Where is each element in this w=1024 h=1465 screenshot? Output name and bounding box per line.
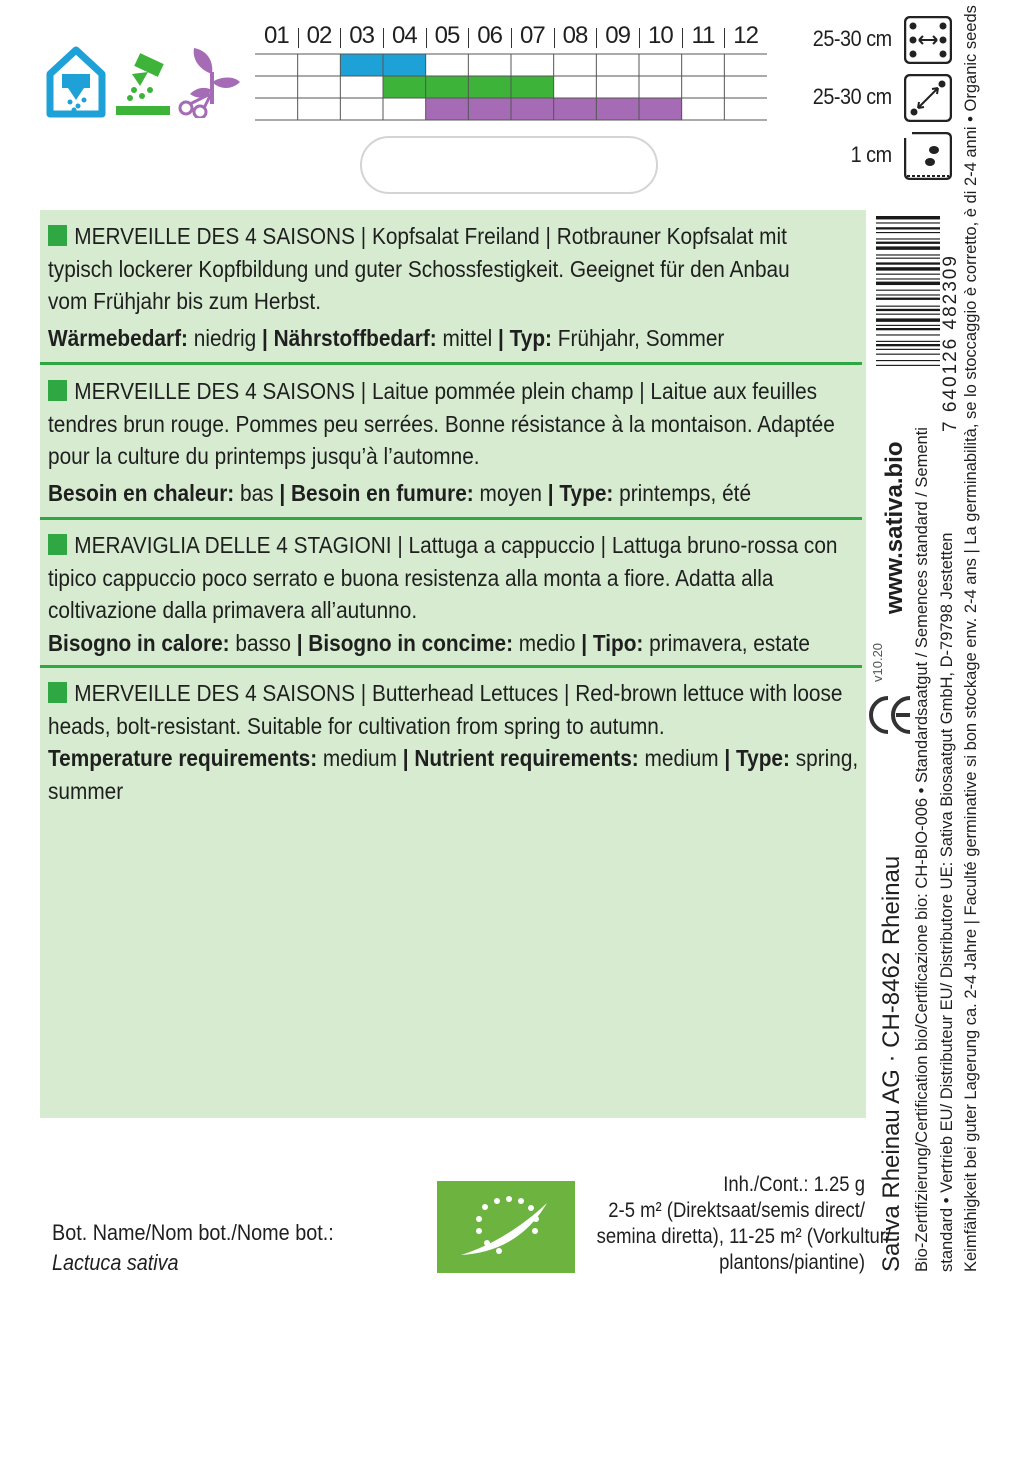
calendar-bar-harvest [596,98,639,120]
calendar-bar-harvest [511,98,554,120]
field-sowing-icon [114,52,172,116]
month-separator [468,28,469,48]
green-square-icon [48,682,67,703]
month-separator [682,28,683,48]
plant-distance-icon [904,74,952,122]
barcode-bar [876,278,940,279]
section-de-props: Wärmebedarf: niedrig | Nährstoffbedarf: mittel | Typ: Frühjahr, Sommer [48,324,725,351]
barcode-bar [876,238,940,239]
month-separator [639,28,640,48]
barcode-bar [876,314,940,315]
barcode-bar [876,328,940,330]
barcode-bar [876,242,940,244]
barcode-bar [876,325,940,326]
barcode-bar [876,344,940,346]
house-seed-icon [46,44,106,118]
calendar-bar-harvest [468,98,511,120]
barcode-bar [876,294,940,295]
barcode-bar [876,222,940,223]
barcode-number: 7 640126 482309 [940,254,961,432]
green-square-icon [48,225,67,246]
contents-line: 2-5 m² (Direktsaat/semis direct/ [608,1199,865,1222]
month-separator [554,28,555,48]
month-separator [383,28,384,48]
botanical-label: Bot. Name/Nom bot./Nome bot.: [52,1220,334,1245]
month-separator [511,28,512,48]
row-distance [800,16,960,66]
section-it [48,529,868,659]
barcode-bar [876,349,940,350]
barcode-bar [876,246,940,249]
barcode-bar [876,254,940,255]
month-label: 01 [263,22,289,49]
section-it-props: Bisogno in calore: basso | Bisogno in concime: medio | Tipo: primavera, estate [48,629,810,656]
contents-line: semina diretta), 11-25 m² (Vorkultur/ [596,1225,892,1248]
row-distance-label: 25-30 cm [813,26,892,51]
month-separator [340,28,341,48]
section-divider [40,517,862,520]
hang-hole [360,136,658,194]
calendar-bar-indoor-sowing [340,54,383,76]
barcode-bar [876,318,940,321]
month-label: 08 [562,22,588,49]
month-label: 09 [605,22,630,49]
barcode-bar [876,262,940,264]
month-separator [596,28,597,48]
germination-line: Keimfähigkeit bei guter Lagerung ca. 2-4 Jahre | Faculté germinative si bon stockage env. 2-4 ans | La germinabilità, se lo stoccaggio è corretto, è di 2-4 anni • Organic seeds [962,5,980,1272]
barcode-bar [876,365,940,366]
section-fr-props: Besoin en chaleur: bas | Besoin en fumure: moyen | Type: printemps, été [48,479,752,506]
green-square-icon [48,380,67,401]
month-separator [298,28,299,48]
month-separator [426,28,427,48]
row-distance-icon [904,16,952,64]
month-label: 02 [306,22,332,49]
month-label: 06 [477,22,502,49]
harvest-scissors-icon [176,42,244,118]
barcode-bar [876,282,940,285]
calendar-bar-direct-sowing [511,76,554,98]
barcode [876,212,940,432]
barcode-bar [876,309,940,311]
contents-line: plantons/piantine) [719,1251,865,1274]
section-de [48,220,868,354]
green-square-icon [48,534,67,555]
month-label: 05 [434,22,460,49]
month-label: 12 [733,22,758,49]
barcode-bar [876,354,940,355]
barcode-bar [876,267,940,270]
ce-mark-icon [866,690,916,740]
barcode-bar [876,232,940,233]
calendar-bar-harvest [639,98,682,120]
section-en [48,677,868,807]
contents-info [560,1172,892,1276]
botanical-latin: Lactuca sativa [52,1250,179,1275]
section-divider [40,665,862,668]
calendar-grid [255,53,767,121]
barcode-bar [876,334,940,335]
certification-line-2: standard • Vertrieb EU/ Distributeur EU/ Distributore UE: Sativa Biosaatgut GmbH, D-79798 Jestetten [938,532,956,1272]
calendar-bar-harvest [554,98,597,120]
plant-distance [800,74,960,124]
section-de-text: MERVEILLE DES 4 SAISONS | Kopfsalat Freiland | Rotbrauner Kopfsalat mit typisch lockerer Kopfbildung und guter Schossfestigkeit. Geeignet für den Anbau vom Frühjahr bis zum Herbst. [48,223,790,314]
contents-line: Inh./Cont.: 1.25 g [723,1173,865,1196]
barcode-bar [876,298,940,300]
month-label: 07 [519,22,545,49]
calendar-bar-direct-sowing [426,76,469,98]
plant-distance-label: 25-30 cm [813,84,892,109]
eu-organic-logo [437,1181,575,1273]
version-label: v10.20 [870,642,885,682]
calendar-bar-direct-sowing [468,76,511,98]
barcode-bar [876,341,940,342]
calendar-months [255,22,767,52]
month-label: 03 [349,22,374,49]
barcode-bar [876,258,940,259]
calendar-bar-indoor-sowing [383,54,426,76]
sowing-depth-icon [904,132,952,180]
section-divider [40,362,862,365]
month-label: 11 [691,22,715,49]
section-en-text: MERVEILLE DES 4 SAISONS | Butterhead Lettuces | Red-brown lettuce with loose heads, bolt-resistant. Suitable for cultivation from spring to autumn. [48,680,843,739]
section-it-text: MERAVIGLIA DELLE 4 STAGIONI | Lattuga a cappuccio | Lattuga bruno-rossa con tipico cappuccio poco serrato e buona resistenza alla monta a fiore. Adatta alla coltivazione dalla primavera all’autunno. [48,532,838,623]
sowing-depth-label: 1 cm [850,142,892,167]
section-fr-text: MERVEILLE DES 4 SAISONS | Laitue pommée plein champ | Laitue aux feuilles tendres brun rouge. Pommes peu serrées. Bonne résistance à la montaison. Adaptée pour la culture du printemps jusqu’à l’automne. [48,378,835,469]
botanical-name [52,1218,376,1278]
barcode-bar [876,290,940,291]
barcode-bar [876,274,940,275]
section-fr [48,375,868,509]
certification-line-1: Bio-Zertifizierung/Certification bio/Certificazione bio: CH-BIO-006 • Standardsaatgut / Semences standard / Sementi [913,427,931,1272]
barcode-bar [876,227,940,229]
month-label: 10 [647,22,673,49]
month-label: 04 [391,22,417,49]
barcode-bar [876,306,940,307]
calendar-bar-direct-sowing [383,76,426,98]
company-address: Sativa Rheinau AG · CH-8462 Rheinau [878,855,905,1272]
calendar-bars [255,53,767,121]
barcode-bar [876,216,940,219]
barcode-bar [876,360,940,361]
section-en-props: Temperature requirements: medium | Nutrient requirements: medium | Type: spring, summer [48,745,859,804]
month-separator [724,28,725,48]
sowing-depth [800,132,960,182]
website: www.sativa.bio [881,441,908,614]
calendar-bar-harvest [426,98,469,120]
